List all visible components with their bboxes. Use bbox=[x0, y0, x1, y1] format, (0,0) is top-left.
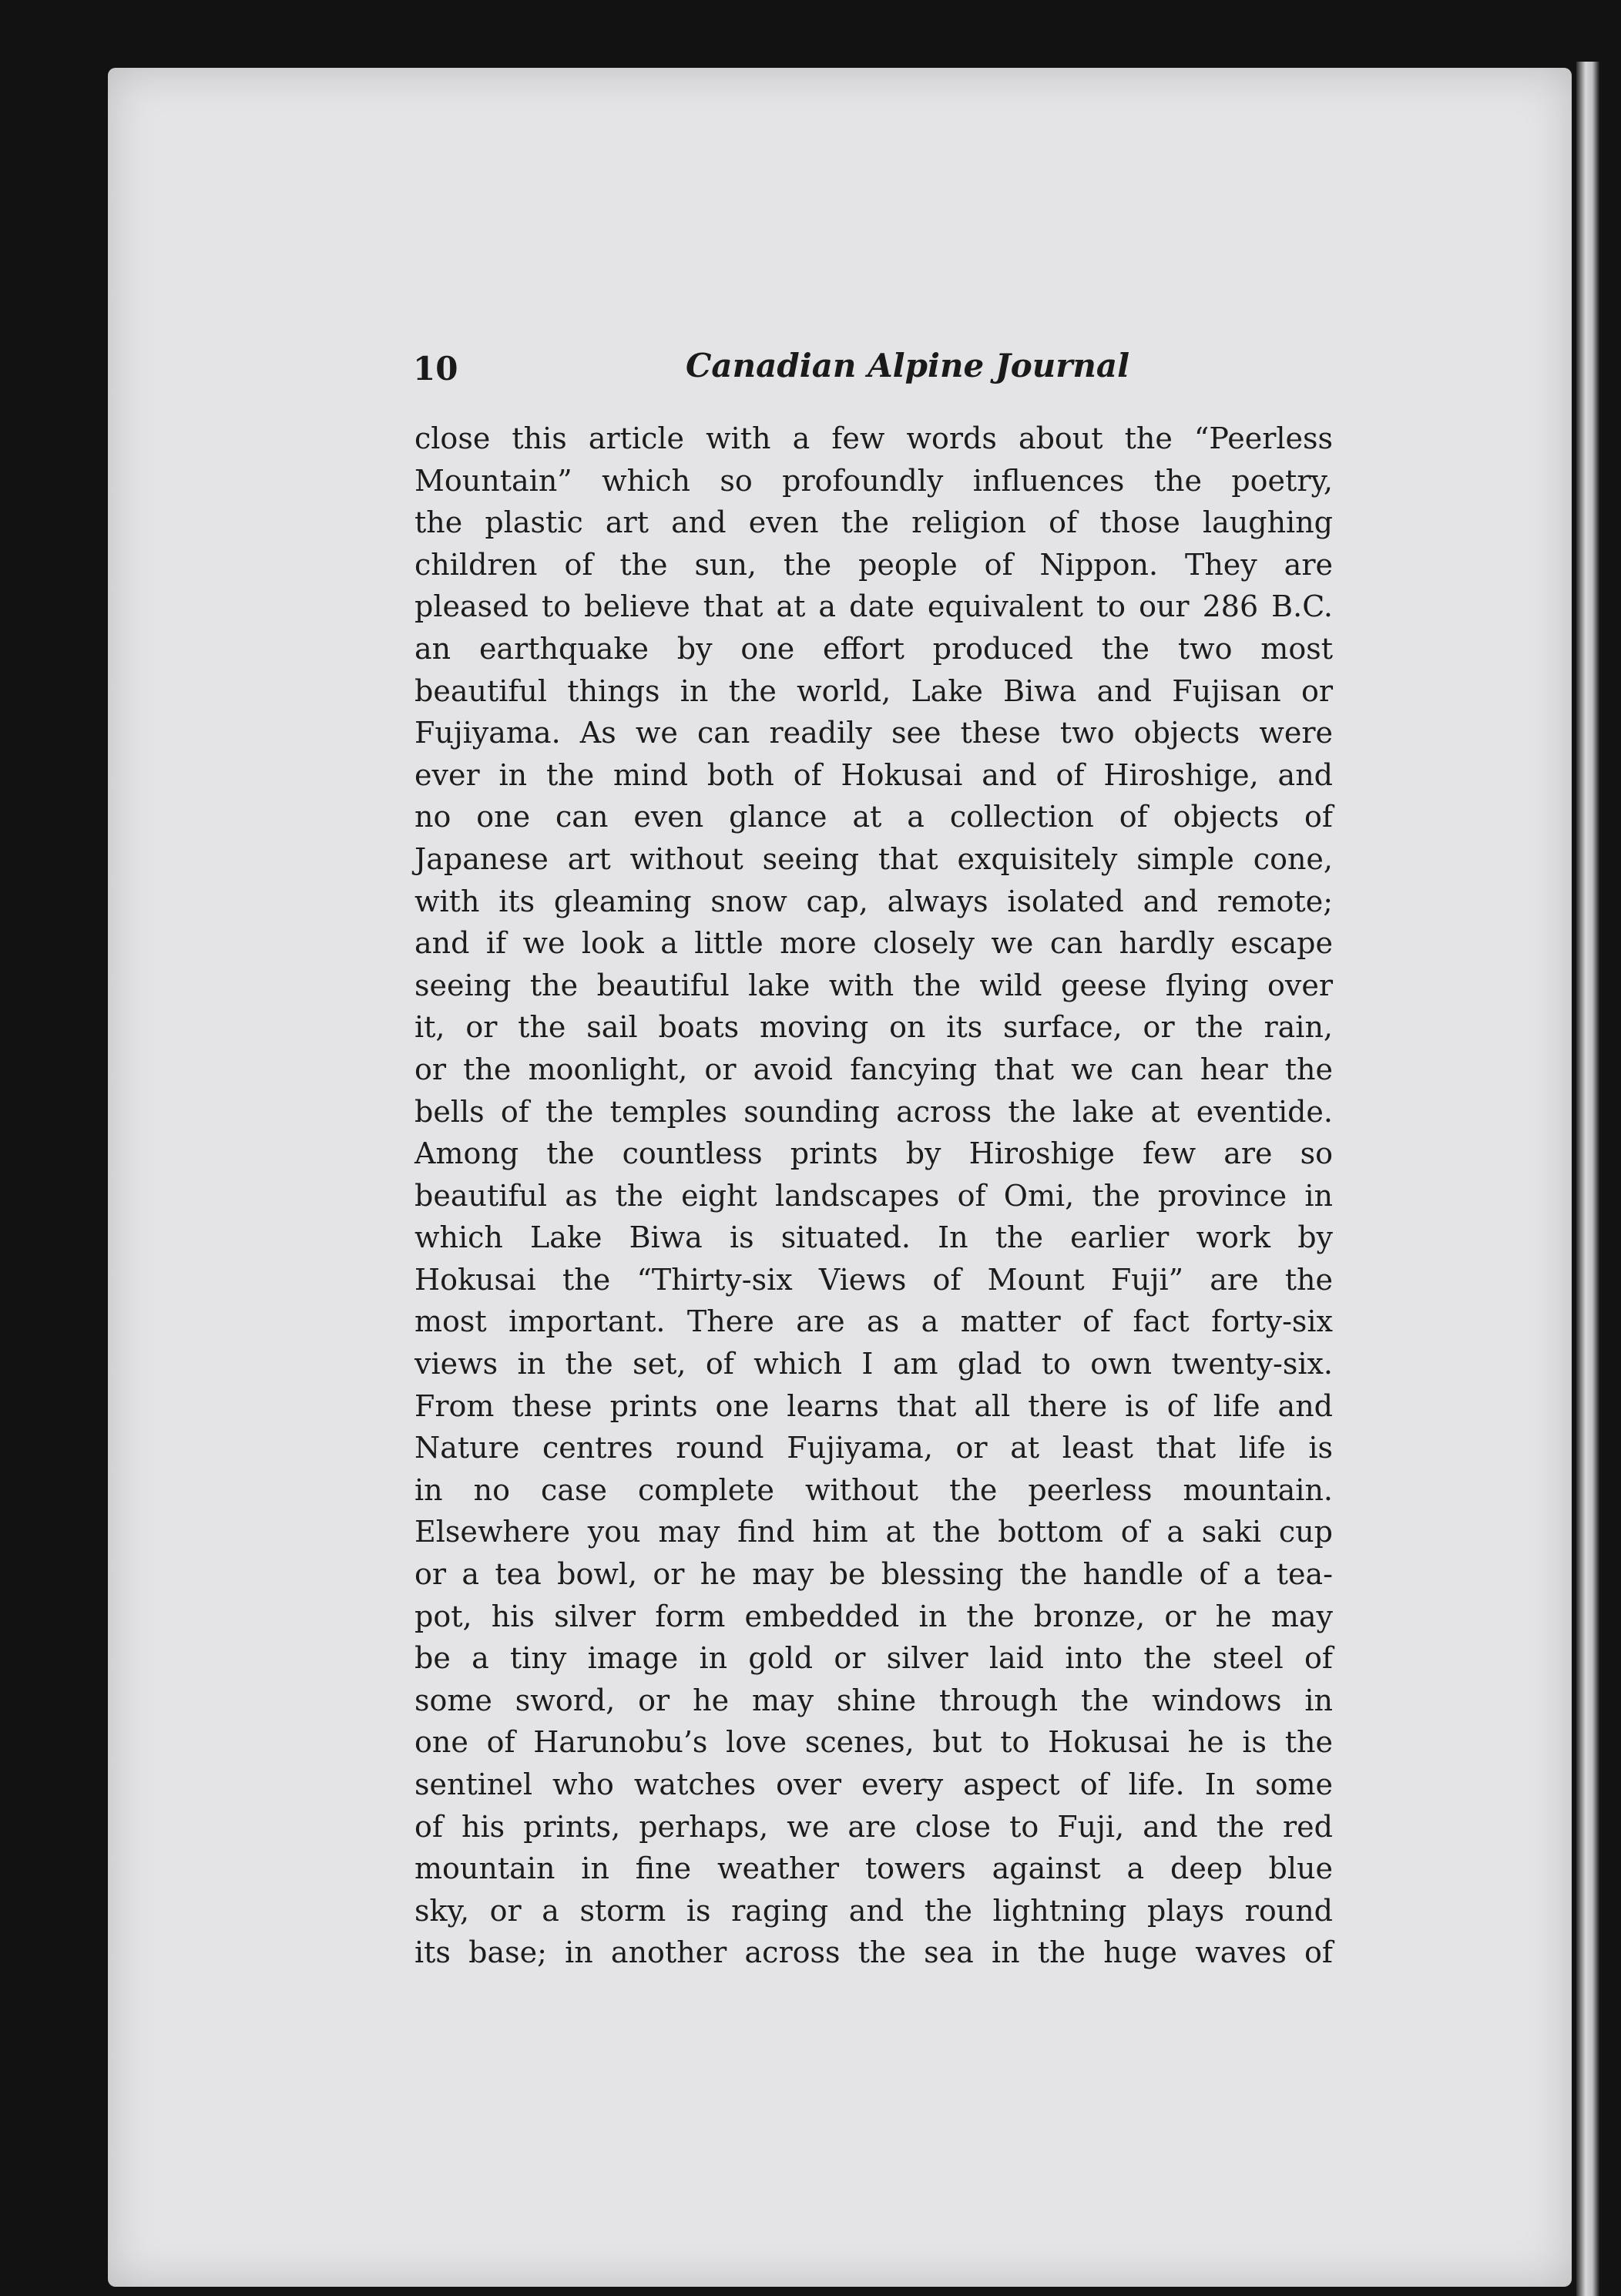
text-line: in no case complete without the peerless mountain. bbox=[414, 1472, 1333, 1507]
text-line: beautiful as the eight landscapes of Omi, the province in bbox=[414, 1178, 1333, 1213]
text-line: close this article with a few words about the “Peerless bbox=[414, 421, 1333, 455]
text-line: some sword, or he may shine through the windows in bbox=[414, 1683, 1333, 1717]
text-line: Among the countless prints by Hiroshige few are so bbox=[414, 1136, 1333, 1171]
text-line: views in the set, of which I am glad to own twenty-six. bbox=[414, 1347, 1333, 1381]
text-line: Japanese art without seeing that exquisitely simple cone, bbox=[414, 841, 1333, 876]
text-line: pleased to believe that at a date equivalent to our 286 B.C. bbox=[414, 589, 1333, 624]
text-line: or the moonlight, or avoid fancying that we can hear the bbox=[414, 1052, 1333, 1086]
text-line: it, or the sail boats moving on its surface, or the rain, bbox=[414, 1010, 1333, 1045]
text-line: no one can even glance at a collection of objects of bbox=[414, 800, 1333, 834]
page-header bbox=[413, 344, 1330, 398]
text-line: the plastic art and even the religion of those laughing bbox=[414, 505, 1333, 540]
text-line: From these prints one learns that all there is of life and bbox=[414, 1388, 1333, 1423]
text-line: Hokusai the “Thirty-six Views of Mount Fuji” are the bbox=[414, 1262, 1333, 1297]
text-line: sky, or a storm is raging and the lightning plays round bbox=[414, 1893, 1333, 1928]
text-line: an earthquake by one effort produced the two most bbox=[414, 631, 1333, 666]
text-line: pot, his silver form embedded in the bronze, or he may bbox=[414, 1599, 1333, 1633]
text-line: ever in the mind both of Hokusai and of Hiroshige, and bbox=[414, 757, 1333, 792]
text-line: one of Harunobu’s love scenes, but to Hokusai he is the bbox=[414, 1725, 1333, 1760]
text-line: and if we look a little more closely we can hardly escape bbox=[414, 926, 1333, 961]
text-line: sentinel who watches over every aspect of life. In some bbox=[414, 1767, 1333, 1801]
text-line: beautiful things in the world, Lake Biwa and Fujisan or bbox=[414, 673, 1333, 708]
text-line: Mountain” which so profoundly influences the poetry, bbox=[414, 463, 1333, 498]
text-line: which Lake Biwa is situated. In the earlier work by bbox=[414, 1220, 1333, 1255]
text-line: with its gleaming snow cap, always isolated and remote; bbox=[414, 884, 1333, 918]
page-number: 10 bbox=[413, 350, 458, 388]
text-line: Nature centres round Fujiyama, or at least that life is bbox=[414, 1431, 1333, 1465]
text-line: mountain in fine weather towers against a deep blue bbox=[414, 1851, 1333, 1886]
text-line: Fujiyama. As we can readily see these two objects were bbox=[414, 716, 1333, 750]
body-text bbox=[414, 418, 1333, 1974]
text-line: or a tea bowl, or he may be blessing the handle of a tea- bbox=[414, 1557, 1333, 1592]
text-line: of his prints, perhaps, we are close to Fuji, and the red bbox=[414, 1809, 1333, 1844]
text-line: bells of the temples sounding across the lake at eventide. bbox=[414, 1094, 1333, 1129]
page-edge bbox=[1576, 62, 1599, 2296]
text-line: be a tiny image in gold or silver laid into the steel of bbox=[414, 1641, 1333, 1676]
text-line: Elsewhere you may find him at the bottom of a saki cup bbox=[414, 1515, 1333, 1549]
text-line: children of the sun, the people of Nippon. They are bbox=[414, 547, 1333, 582]
text-line: seeing the beautiful lake with the wild geese flying over bbox=[414, 968, 1333, 1002]
text-line: most important. There are as a matter of fact forty-six bbox=[414, 1304, 1333, 1339]
running-head: Canadian Alpine Journal bbox=[686, 347, 1130, 384]
text-line: its base; in another across the sea in the huge waves of bbox=[414, 1935, 1333, 1970]
